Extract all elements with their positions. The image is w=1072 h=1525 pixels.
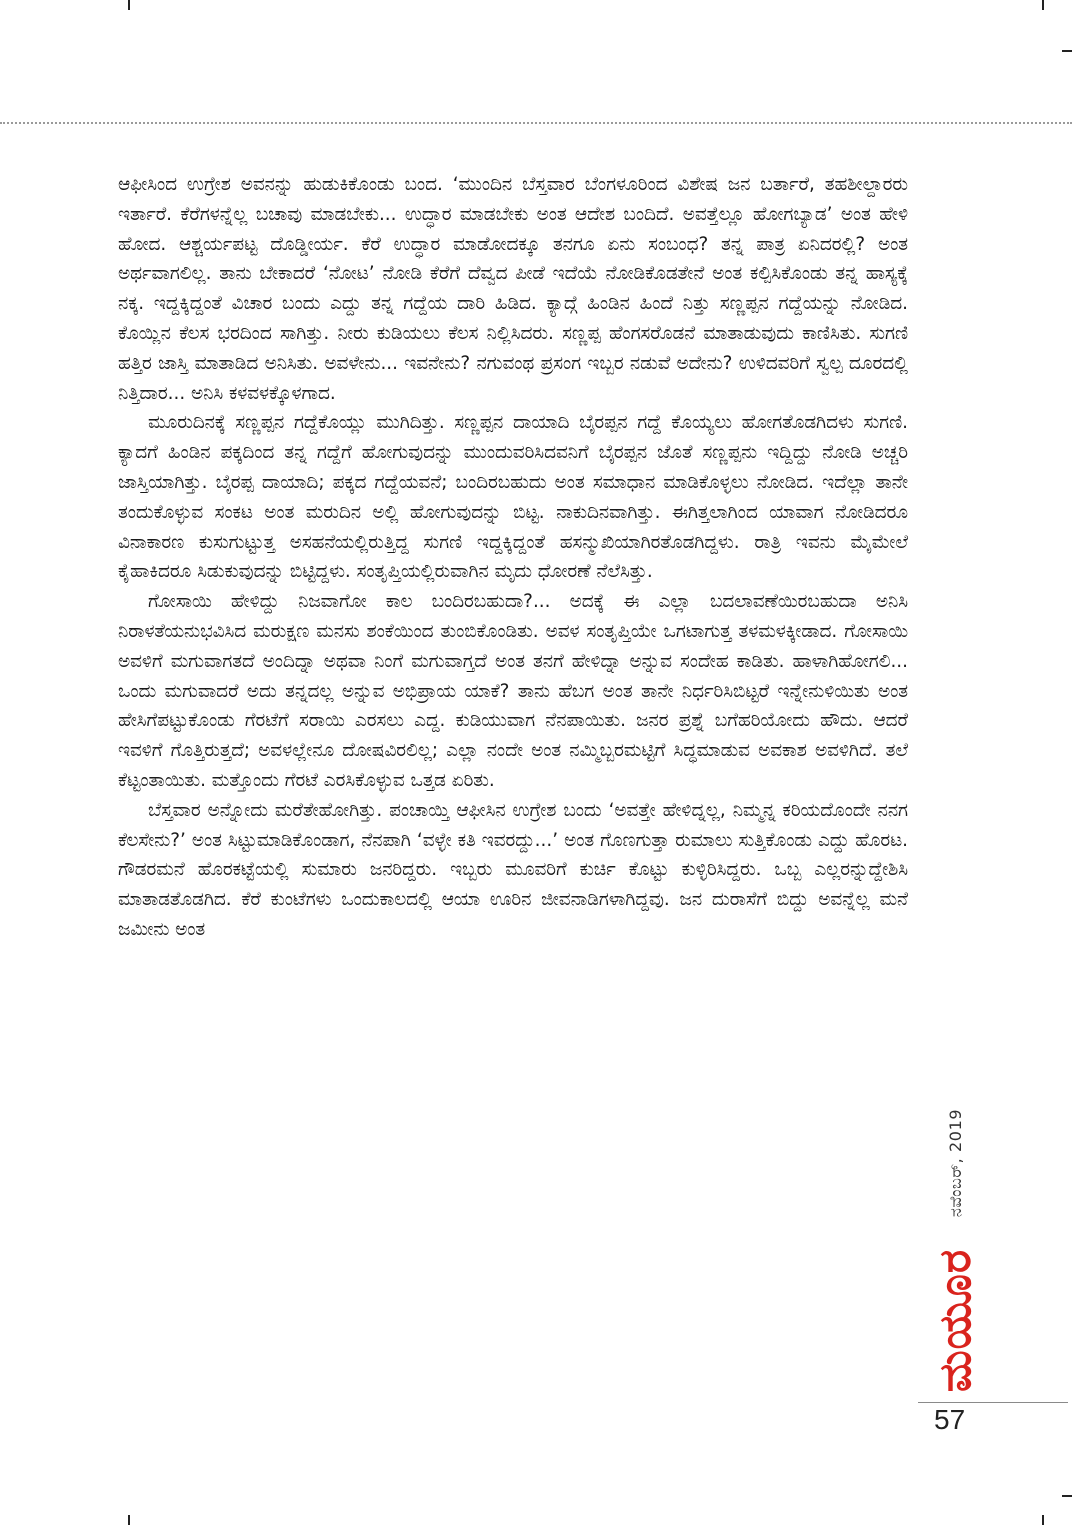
masthead-logo-text: ಮಯೂರ: [930, 1248, 982, 1392]
article-body: [118, 170, 908, 1385]
crop-mark-bottom-right: [1042, 1515, 1044, 1525]
article-paragraph-2: ಮೂರುದಿನಕ್ಕೆ ಸಣ್ಣಪ್ಪನ ಗದ್ದೆಕೊಯ್ಲು ಮುಗಿದಿತ್ತು. ಸಣ್ಣಪ್ಪನ ದಾಯಾದಿ ಬೈರಪ್ಪನ ಗದ್ದೆ ಕೊಯ್ಯಲು ಹೋಗತೊಡಗಿದಳು ಸುಗಣಿ. ಕ್ಯಾದಗೆ ಹಿಂಡಿನ ಪಕ್ಕದಿಂದ ತನ್ನ ಗದ್ದೆಗೆ ಹೋಗುವುದನ್ನು ಮುಂದುವರಿಸಿದವನಿಗೆ ಬೈರಪ್ಪನ ಜೊತೆ ಸಣ್ಣಪ್ಪನು ಇದ್ದಿದ್ದು ನೋಡಿ ಅಚ್ಚರಿ ಜಾಸ್ತಿಯಾಗಿತ್ತು. ಬೈರಪ್ಪ ದಾಯಾದಿ; ಪಕ್ಕದ ಗದ್ದೆಯವನೆ; ಬಂದಿರಬಹುದು ಅಂತ ಸಮಾಧಾನ ಮಾಡಿಕೊಳ್ಳಲು ನೋಡಿದ. ಇದೆಲ್ಲಾ ತಾನೇ ತಂದುಕೊಳ್ಳುವ ಸಂಕಟ ಅಂತ ಮರುದಿನ ಅಲ್ಲಿ ಹೋಗುವುದನ್ನು ಬಿಟ್ಟ. ನಾಕುದಿನವಾಗಿತ್ತು. ಈಗಿತ್ತಲಾಗಿಂದ ಯಾವಾಗ ನೋಡಿದರೂ ವಿನಾಕಾರಣ ಕುಸುಗುಟ್ಟುತ್ತ ಅಸಹನೆಯಲ್ಲಿರುತ್ತಿದ್ದ ಸುಗಣಿ ಇದ್ದಕ್ಕಿದ್ದಂತೆ ಹಸನ್ಮುಖಿಯಾಗಿರತೊಡಗಿದ್ದಳು. ರಾತ್ರಿ ಇವನು ಮೈಮೇಲೆ ಕೈಹಾಕಿದರೂ ಸಿಡುಕುವುದನ್ನು ಬಿಟ್ಟಿದ್ದಳು. ಸಂತೃಪ್ತಿಯಲ್ಲಿರುವಾಗಿನ ಮೃದು ಧೋರಣೆ ನೆಲೆಸಿತ್ತು.: [118, 412, 908, 583]
crop-mark-top-right: [1042, 0, 1044, 10]
crop-mark-top-left: [128, 0, 130, 10]
article-paragraph-1: ಆಫೀಸಿಂದ ಉಗ್ರೇಶ ಅವನನ್ನು ಹುಡುಕಿಕೊಂಡು ಬಂದ. ‘ಮುಂದಿನ ಬೆಸ್ತವಾರ ಬೆಂಗಳೂರಿಂದ ವಿಶೇಷ ಜನ ಬರ್ತಾರೆ, ತಹಶೀಲ್ದಾರರು ಇರ್ತಾರೆ. ಕೆರೆಗಳನ್ನೆಲ್ಲ ಬಚಾವು ಮಾಡಬೇಕು... ಉದ್ಧಾರ ಮಾಡಬೇಕು ಅಂತ ಆದೇಶ ಬಂದಿದೆ. ಅವತ್ತೆಲ್ಲೂ ಹೋಗಬ್ಯಾಡ’ ಅಂತ ಹೇಳಿ ಹೋದ. ಆಶ್ಚರ್ಯಪಟ್ಟ ದೊಡ್ಡೀರ್ಯ. ಕೆರೆ ಉದ್ಧಾರ ಮಾಡೋದಕ್ಕೂ ತನಗೂ ಏನು ಸಂಬಂಧ? ತನ್ನ ಪಾತ್ರ ಏನಿದರಲ್ಲಿ? ಅಂತ ಅರ್ಥವಾಗಲಿಲ್ಲ. ತಾನು ಬೇಕಾದರೆ ‘ನೋಟ’ ನೋಡಿ ಕೆರೆಗೆ ದೆವ್ವದ ಪೀಡೆ ಇದೆಯೆ ನೋಡಿಕೊಡತೇನೆ ಅಂತ ಕಲ್ಪಿಸಿಕೊಂಡು ತನ್ನ ಹಾಸ್ಯಕ್ಕೆ ನಕ್ಕ. ಇದ್ದಕ್ಕಿದ್ದಂತೆ ವಿಚಾರ ಬಂದು ಎದ್ದು ತನ್ನ ಗದ್ದೆಯ ದಾರಿ ಹಿಡಿದ. ಕ್ಯಾದ್ಗೆ ಹಿಂಡಿನ ಹಿಂದೆ ನಿತ್ತು ಸಣ್ಣಪ್ಪನ ಗದ್ದೆಯನ್ನು ನೋಡಿದ. ಕೊಯ್ಲಿನ ಕೆಲಸ ಭರದಿಂದ ಸಾಗಿತ್ತು. ನೀರು ಕುಡಿಯಲು ಕೆಲಸ ನಿಲ್ಲಿಸಿದರು. ಸಣ್ಣಪ್ಪ ಹೆಂಗಸರೊಡನೆ ಮಾತಾಡುವುದು ಕಾಣಿಸಿತು. ಸುಗಣಿ ಹತ್ತಿರ ಜಾಸ್ತಿ ಮಾತಾಡಿದ ಅನಿಸಿತು. ಅವಳೇನು... ಇವನೇನು? ನಗುವಂಥ ಪ್ರಸಂಗ ಇಬ್ಬರ ನಡುವೆ ಅದೇನು? ಉಳಿದವರಿಗೆ ಸ್ವಲ್ಪ ದೂರದಲ್ಲಿ ನಿತ್ತಿದಾರ... ಅನಿಸಿ ಕಳವಳಕ್ಕೊಳಗಾದ.: [118, 174, 908, 404]
issue-date: [938, 1088, 974, 1238]
crop-mark-right-lower: [1062, 1495, 1072, 1497]
magazine-masthead: [928, 1248, 984, 1392]
crop-mark-bottom-left: [128, 1515, 130, 1525]
article-paragraph-4: ಬೆಸ್ತವಾರ ಅನ್ನೋದು ಮರೆತೇಹೋಗಿತ್ತು. ಪಂಚಾಯ್ತಿ ಆಫೀಸಿನ ಉಗ್ರೇಶ ಬಂದು ‘ಅವತ್ತೇ ಹೇಳಿದ್ನಲ್ಲ, ನಿಮ್ಮನ್ನ ಕರಿಯದೊಂದೇ ನನಗ ಕೆಲಸೇನು?’ ಅಂತ ಸಿಟ್ಟುಮಾಡಿಕೊಂಡಾಗ, ನೆನಪಾಗಿ ‘ವಳ್ಳೇ ಕತಿ ಇವರದ್ದು...’ ಅಂತ ಗೊಣಗುತ್ತಾ ರುಮಾಲು ಸುತ್ತಿಕೊಂಡು ಎದ್ದು ಹೊರಟ. ಗೌಡರಮನೆ ಹೊರಕಟ್ಟೆಯಲ್ಲಿ ಸುಮಾರು ಜನರಿದ್ದರು. ಇಬ್ಬರು ಮೂವರಿಗೆ ಕುರ್ಚಿ ಕೊಟ್ಟು ಕುಳ್ಳಿರಿಸಿದ್ದರು. ಒಬ್ಬ ಎಲ್ಲರನ್ನುದ್ದೇಶಿಸಿ ಮಾತಾಡತೊಡಗಿದ. ಕೆರೆ ಕುಂಟೆಗಳು ಒಂದುಕಾಲದಲ್ಲಿ ಆಯಾ ಊರಿನ ಜೀವನಾಡಿಗಳಾಗಿದ್ದವು. ಜನ ದುರಾಸೆಗೆ ಬಿದ್ದು ಅವನ್ನೆಲ್ಲ ಮನೆ ಜಮೀನು ಅಂತ: [118, 799, 908, 940]
footer-rule: [918, 1402, 1068, 1403]
issue-date-text: ನವೆಂಬರ್, 2019: [946, 1108, 965, 1218]
crop-mark-right-upper: [1062, 50, 1072, 52]
header-dotted-rule: [0, 122, 1072, 124]
article-paragraph-3: ಗೋಸಾಯಿ ಹೇಳಿದ್ದು ನಿಜವಾಗೋ ಕಾಲ ಬಂದಿರಬಹುದಾ?... ಅದಕ್ಕೆ ಈ ಎಲ್ಲಾ ಬದಲಾವಣೆಯಿರಬಹುದಾ ಅನಿಸಿ ನಿರಾಳತೆಯನುಭವಿಸಿದ ಮರುಕ್ಷಣ ಮನಸು ಶಂಕೆಯಿಂದ ತುಂಬಿಕೊಂಡಿತು. ಅವಳ ಸಂತೃಪ್ತಿಯೇ ಒಗಟಾಗುತ್ತ ತಳಮಳಕ್ಕೀಡಾದ. ಗೋಸಾಯಿ ಅವಳಿಗೆ ಮಗುವಾಗತದೆ ಅಂದಿದ್ನಾ ಅಥವಾ ನಿಂಗೆ ಮಗುವಾಗ್ತದೆ ಅಂತ ತನಗೆ ಹೇಳಿದ್ನಾ ಅನ್ನುವ ಸಂದೇಹ ಕಾಡಿತು. ಹಾಳಾಗಿಹೋಗಲಿ... ಒಂದು ಮಗುವಾದರೆ ಅದು ತನ್ನದಲ್ಲ ಅನ್ನುವ ಅಭಿಪ್ರಾಯ ಯಾಕೆ? ತಾನು ಹೆಬಗ ಅಂತ ತಾನೇ ನಿರ್ಧರಿಸಿಬಿಟ್ಟರೆ ಇನ್ನೇನುಳಿಯಿತು ಅಂತ ಹೇಸಿಗೆಪಟ್ಟುಕೊಂಡು ಗೆರಟೆಗೆ ಸರಾಯಿ ಎರಸಲು ಎದ್ದ. ಕುಡಿಯುವಾಗ ನೆನಪಾಯಿತು. ಜನರ ಪ್ರಶ್ನೆ ಬಗೆಹರಿಯೋದು ಹೌದು. ಆದರೆ ಇವಳಿಗೆ ಗೊತ್ತಿರುತ್ತದೆ; ಅವಳಲ್ಲೇನೂ ದೋಷವಿರಲಿಲ್ಲ; ಎಲ್ಲಾ ನಂದೇ ಅಂತ ನಮ್ಮಿಬ್ಬರಮಟ್ಟಿಗೆ ಸಿದ್ಧಮಾಡುವ ಅವಕಾಶ ಅವಳಿಗಿದೆ. ತಲೆ ಕೆಟ್ಟಂತಾಯಿತು. ಮತ್ತೊಂದು ಗೆರಟೆ ಎರಸಿಕೊಳ್ಳುವ ಒತ್ತಡ ಏರಿತು.: [118, 591, 908, 791]
page-number: 57: [934, 1404, 966, 1435]
